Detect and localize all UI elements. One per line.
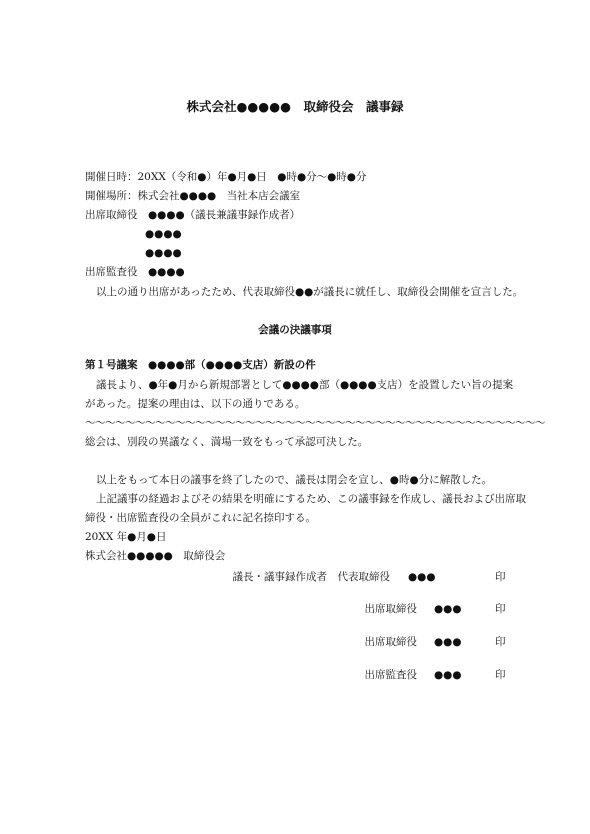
attending-directors: 出席取締役 ●●●●（議長兼議事録作成者）: [85, 209, 301, 221]
attending-director-2: ●●●●: [145, 228, 182, 240]
seal-mark: 印: [495, 669, 506, 681]
attending-auditor: 出席監査役 ●●●●: [85, 266, 185, 278]
opening-statement: 以上の通り出席があったため、代表取締役●●が議長に就任し、取締役会開催を宣言した。: [96, 286, 524, 298]
resolutions-heading: 会議の決議事項: [258, 324, 332, 336]
approval-statement: 総会は、別段の異議なく、満場一致をもって承認可決した。: [85, 436, 369, 448]
attending-director-3: ●●●●: [145, 247, 182, 259]
signature-name: ●●●: [434, 603, 462, 615]
closing-statement: 以上をもって本日の議事を終了したので、議長は閉会を宣し、●時●分に解散した。: [96, 474, 493, 486]
signature-role: 議長・議事録作成者 代表取締役: [232, 571, 390, 583]
signature-role: 出席取締役: [364, 603, 417, 615]
signature-role: 出席監査役: [364, 669, 417, 681]
meeting-place: 開催場所：株式会社●●●● 当社本店会議室: [85, 190, 301, 202]
seal-mark: 印: [495, 636, 506, 648]
company-board: 株式会社●●●●● 取締役会: [85, 550, 226, 562]
signature-role: 出席取締役: [364, 636, 417, 648]
agenda-body-line1: 議長より、●年●月から新規部署として●●●●部（●●●●支店）を設置したい旨の提案: [96, 379, 514, 391]
document-date: 20XX 年●月●日: [85, 531, 167, 543]
signature-name: ●●●: [434, 636, 462, 648]
document-title: 株式会社●●●●● 取締役会 議事録: [186, 99, 404, 114]
signature-name: ●●●: [434, 669, 462, 681]
wave-separator: ～～～～～～～～～～～～～～～～～～～～～～～～～～～～～～～～～～～～～～～～～～～～～～: [85, 417, 545, 429]
agenda-body-line2: があった。提案の理由は、以下の通りである。: [85, 398, 306, 410]
record-statement-line1: 上記議事の経過およびその結果を明確にするため、この議事録を作成し、議長および出席取: [96, 493, 527, 505]
agenda-title: 第１号議案 ●●●●部（●●●●支店）新設の件: [85, 359, 316, 371]
seal-mark: 印: [495, 571, 506, 583]
meeting-date-time: 開催日時：20XX（令和●）年●月●日 ●時●分～●時●分: [85, 171, 367, 183]
seal-mark: 印: [495, 603, 506, 615]
record-statement-line2: 締役・出席監査役の全員がこれに記名捺印する。: [85, 512, 316, 524]
signature-name: ●●●: [408, 571, 436, 583]
